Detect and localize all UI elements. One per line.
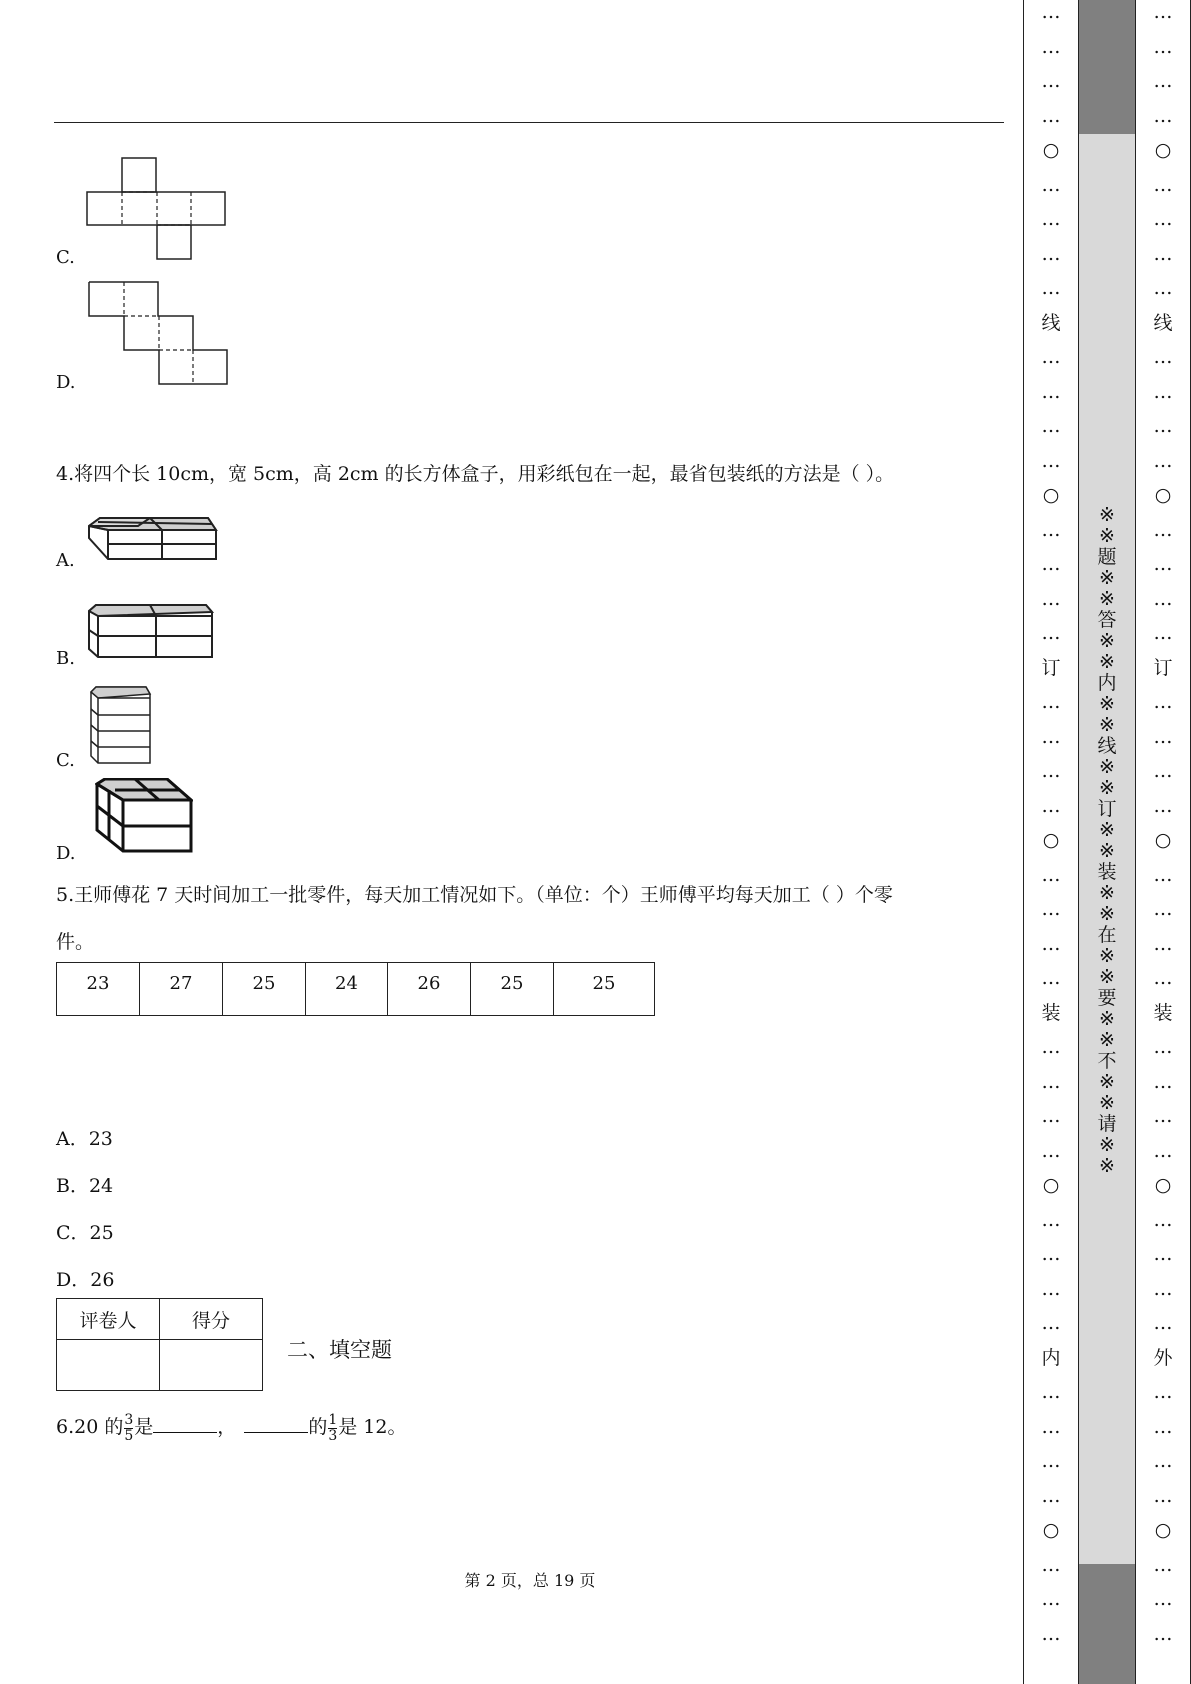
strip-dark-top xyxy=(1079,0,1135,134)
ellipsis-mark: … xyxy=(1153,1036,1173,1058)
notice-char: ※ xyxy=(1099,882,1115,904)
reviewer-header: 评卷人 xyxy=(57,1299,160,1340)
table-cell: 25 xyxy=(554,963,655,1016)
notice-char: ※ xyxy=(1099,1134,1115,1156)
ellipsis-mark: … xyxy=(1153,173,1173,196)
ellipsis-mark: … xyxy=(1153,1588,1173,1610)
ellipsis-mark: … xyxy=(1153,242,1173,265)
question-6-text xyxy=(56,1412,406,1443)
q4-option-a-label: A. xyxy=(56,550,75,571)
ellipsis-mark: … xyxy=(1041,1070,1061,1093)
q6-sep: ， xyxy=(217,1416,237,1438)
page-footer: 第 2 页，总 19 页 xyxy=(464,1571,596,1590)
notice-char: ※ xyxy=(1099,693,1115,715)
circle-mark: ○ xyxy=(1154,139,1172,161)
ellipsis-mark: … xyxy=(1153,1105,1173,1127)
q6-prefix: 6.20 的 xyxy=(56,1416,124,1438)
circle-mark: ○ xyxy=(1154,484,1172,506)
binding-word: 线 xyxy=(1153,311,1173,334)
fraction-1-3 xyxy=(328,1413,337,1443)
ellipsis-mark: … xyxy=(1041,553,1061,575)
ellipsis-mark: … xyxy=(1153,449,1173,472)
notice-char: ※ xyxy=(1099,1008,1115,1030)
notice-char: 装 xyxy=(1097,861,1117,883)
ellipsis-mark: … xyxy=(1041,1450,1061,1472)
ellipsis-mark: … xyxy=(1041,208,1061,230)
notice-char: ※ xyxy=(1099,777,1115,799)
answer-blank-2[interactable] xyxy=(244,1414,308,1433)
q6-mid1: 是 xyxy=(134,1416,154,1438)
ellipsis-mark: … xyxy=(1153,35,1173,58)
strip-dark-bottom xyxy=(1079,1564,1135,1684)
ellipsis-mark: … xyxy=(1153,1,1173,23)
ellipsis-mark: … xyxy=(1041,863,1061,886)
binding-word: 装 xyxy=(1041,1001,1061,1024)
ellipsis-mark: … xyxy=(1153,518,1173,541)
ellipsis-mark: … xyxy=(1041,1553,1061,1576)
fraction-denominator: 3 xyxy=(328,1427,338,1444)
fraction-denominator: 5 xyxy=(124,1427,134,1444)
ellipsis-mark: … xyxy=(1153,1553,1173,1576)
notice-char: 请 xyxy=(1097,1113,1117,1135)
notice-char: ※ xyxy=(1099,1092,1115,1114)
ellipsis-mark: … xyxy=(1041,1312,1061,1334)
ellipsis-mark: … xyxy=(1041,1105,1061,1127)
ellipsis-mark: … xyxy=(1041,725,1061,748)
ellipsis-mark: … xyxy=(1153,346,1173,368)
ellipsis-mark: … xyxy=(1041,898,1061,920)
circle-mark: ○ xyxy=(1154,1519,1172,1541)
ellipsis-mark: … xyxy=(1153,794,1173,817)
q4-option-d-label: D. xyxy=(56,843,76,864)
ellipsis-mark: … xyxy=(1153,1450,1173,1472)
ellipsis-mark: … xyxy=(1041,380,1061,403)
fraction-3-5 xyxy=(124,1413,133,1443)
ellipsis-mark: … xyxy=(1153,380,1173,403)
notice-char: ※ xyxy=(1099,756,1115,778)
notice-char: 内 xyxy=(1097,672,1117,694)
notice-char: ※ xyxy=(1099,840,1115,862)
section-title: 二、填空题 xyxy=(287,1338,392,1362)
question-4-text: 4.将四个长 10cm，宽 5cm，高 2cm 的长方体盒子，用彩纸包在一起，最省包装纸的方法是（ ）。 xyxy=(56,463,895,485)
notice-char: 线 xyxy=(1097,735,1117,757)
ellipsis-mark: … xyxy=(1153,760,1173,782)
ellipsis-mark: … xyxy=(1041,173,1061,196)
table-cell: 25 xyxy=(223,963,306,1016)
binding-word: 线 xyxy=(1041,311,1061,334)
ellipsis-mark: … xyxy=(1153,863,1173,886)
q4-option-c-label: C. xyxy=(56,750,75,771)
score-header: 得分 xyxy=(160,1299,263,1340)
ellipsis-mark: … xyxy=(1041,277,1061,299)
q6-suffix: 是 12。 xyxy=(338,1416,407,1438)
notice-char: ※ xyxy=(1099,1029,1115,1051)
ellipsis-mark: … xyxy=(1041,415,1061,437)
table-row xyxy=(57,963,655,1016)
binding-margin-outer xyxy=(1135,0,1191,1684)
ellipsis-mark: … xyxy=(1153,1208,1173,1231)
boxes-figure-a xyxy=(88,516,218,562)
score-table xyxy=(56,1298,263,1391)
ellipsis-mark: … xyxy=(1041,1243,1061,1265)
q5-option-a: A．23 xyxy=(56,1128,113,1150)
ellipsis-mark: … xyxy=(1153,622,1173,644)
ellipsis-mark: … xyxy=(1041,1588,1061,1610)
reviewer-cell[interactable] xyxy=(57,1340,160,1391)
binding-word: 装 xyxy=(1153,1001,1173,1024)
q5-option-d: D．26 xyxy=(56,1269,115,1291)
binding-word: 内 xyxy=(1041,1346,1061,1369)
ellipsis-mark: … xyxy=(1041,1484,1061,1507)
notice-char: ※ xyxy=(1099,525,1115,547)
ellipsis-mark: … xyxy=(1041,1277,1061,1300)
binding-margin-inner xyxy=(1023,0,1079,1684)
ellipsis-mark: … xyxy=(1041,1139,1061,1162)
ellipsis-mark: … xyxy=(1153,587,1173,610)
table-cell: 27 xyxy=(140,963,223,1016)
q4-option-b-label: B. xyxy=(56,648,75,669)
notice-char: ※ xyxy=(1099,567,1115,589)
ellipsis-mark: … xyxy=(1153,70,1173,92)
binding-word: 外 xyxy=(1153,1346,1173,1369)
table-row xyxy=(57,1340,263,1391)
ellipsis-mark: … xyxy=(1153,1243,1173,1265)
ellipsis-mark: … xyxy=(1041,346,1061,368)
ellipsis-mark: … xyxy=(1153,691,1173,713)
ellipsis-mark: … xyxy=(1041,691,1061,713)
ellipsis-mark: … xyxy=(1153,1312,1173,1334)
ellipsis-mark: … xyxy=(1153,1415,1173,1438)
fraction-numerator: 3 xyxy=(124,1411,134,1428)
ellipsis-mark: … xyxy=(1041,1036,1061,1058)
circle-mark: ○ xyxy=(1042,1174,1060,1196)
ellipsis-mark: … xyxy=(1153,553,1173,575)
answer-blank-1[interactable] xyxy=(153,1414,217,1433)
boxes-figure-d xyxy=(95,778,193,854)
notice-char: ※ xyxy=(1099,903,1115,925)
ellipsis-mark: … xyxy=(1153,898,1173,920)
ellipsis-mark: … xyxy=(1041,967,1061,989)
notice-char: ※ xyxy=(1099,1155,1115,1177)
ellipsis-mark: … xyxy=(1041,760,1061,782)
fraction-numerator: 1 xyxy=(328,1411,338,1428)
ellipsis-mark: … xyxy=(1041,1622,1061,1645)
ellipsis-mark: … xyxy=(1041,242,1061,265)
notice-char: ※ xyxy=(1099,1071,1115,1093)
notice-char: 不 xyxy=(1097,1050,1117,1072)
q5-option-c: C．25 xyxy=(56,1222,114,1244)
table-cell: 24 xyxy=(306,963,388,1016)
ellipsis-mark: … xyxy=(1153,1277,1173,1300)
ellipsis-mark: … xyxy=(1153,208,1173,230)
daily-parts-table xyxy=(56,962,655,1016)
ellipsis-mark: … xyxy=(1041,1415,1061,1438)
table-row xyxy=(57,1299,263,1340)
notice-char: 要 xyxy=(1097,987,1117,1009)
table-cell: 23 xyxy=(57,963,140,1016)
ellipsis-mark: … xyxy=(1041,587,1061,610)
question-5-text-line1: 5.王师傅花 7 天时间加工一批零件，每天加工情况如下。（单位：个）王师傅平均每天加工（ ）个零 xyxy=(56,884,893,906)
circle-mark: ○ xyxy=(1042,1519,1060,1541)
q3-option-c-label: C. xyxy=(56,247,75,268)
circle-mark: ○ xyxy=(1042,484,1060,506)
ellipsis-mark: … xyxy=(1041,70,1061,92)
notice-char: ※ xyxy=(1099,945,1115,967)
circle-mark: ○ xyxy=(1042,139,1060,161)
q3-option-d-label: D. xyxy=(56,372,76,393)
circle-mark: ○ xyxy=(1042,829,1060,851)
ellipsis-mark: … xyxy=(1153,1622,1173,1645)
ellipsis-mark: … xyxy=(1041,1,1061,23)
boxes-figure-b xyxy=(88,604,214,660)
notice-char: ※ xyxy=(1099,966,1115,988)
binding-notice-text xyxy=(1079,505,1135,1177)
ellipsis-mark: … xyxy=(1153,1484,1173,1507)
notice-char: ※ xyxy=(1099,714,1115,736)
cube-net-figure-c xyxy=(86,155,230,263)
notice-char: 在 xyxy=(1097,924,1117,946)
boxes-figure-c xyxy=(90,686,152,766)
question-5-text-line2: 件。 xyxy=(56,931,95,953)
ellipsis-mark: … xyxy=(1041,1208,1061,1231)
ellipsis-mark: … xyxy=(1041,622,1061,644)
notice-char: 订 xyxy=(1097,798,1117,820)
notice-char: 题 xyxy=(1097,546,1117,568)
q5-option-b: B．24 xyxy=(56,1175,114,1197)
ellipsis-mark: … xyxy=(1153,277,1173,299)
table-cell: 25 xyxy=(471,963,554,1016)
circle-mark: ○ xyxy=(1154,1174,1172,1196)
ellipsis-mark: … xyxy=(1041,104,1061,127)
ellipsis-mark: … xyxy=(1041,35,1061,58)
notice-char: ※ xyxy=(1099,651,1115,673)
notice-char: 答 xyxy=(1097,609,1117,631)
circle-mark: ○ xyxy=(1154,829,1172,851)
ellipsis-mark: … xyxy=(1153,967,1173,989)
table-cell: 26 xyxy=(388,963,471,1016)
q6-mid2: 的 xyxy=(308,1416,328,1438)
score-cell[interactable] xyxy=(160,1340,263,1391)
notice-char: ※ xyxy=(1099,588,1115,610)
ellipsis-mark: … xyxy=(1041,1381,1061,1403)
ellipsis-mark: … xyxy=(1153,932,1173,955)
notice-char: ※ xyxy=(1099,819,1115,841)
notice-char: ※ xyxy=(1099,504,1115,526)
cube-net-figure-d xyxy=(88,280,232,388)
ellipsis-mark: … xyxy=(1041,794,1061,817)
ellipsis-mark: … xyxy=(1041,449,1061,472)
ellipsis-mark: … xyxy=(1153,1381,1173,1403)
ellipsis-mark: … xyxy=(1153,725,1173,748)
ellipsis-mark: … xyxy=(1153,1139,1173,1162)
ellipsis-mark: … xyxy=(1153,1070,1173,1093)
ellipsis-mark: … xyxy=(1041,932,1061,955)
ellipsis-mark: … xyxy=(1153,104,1173,127)
binding-word: 订 xyxy=(1153,656,1173,679)
notice-char: ※ xyxy=(1099,630,1115,652)
ellipsis-mark: … xyxy=(1153,415,1173,437)
ellipsis-mark: … xyxy=(1041,518,1061,541)
header-rule xyxy=(54,122,1004,123)
binding-word: 订 xyxy=(1041,656,1061,679)
